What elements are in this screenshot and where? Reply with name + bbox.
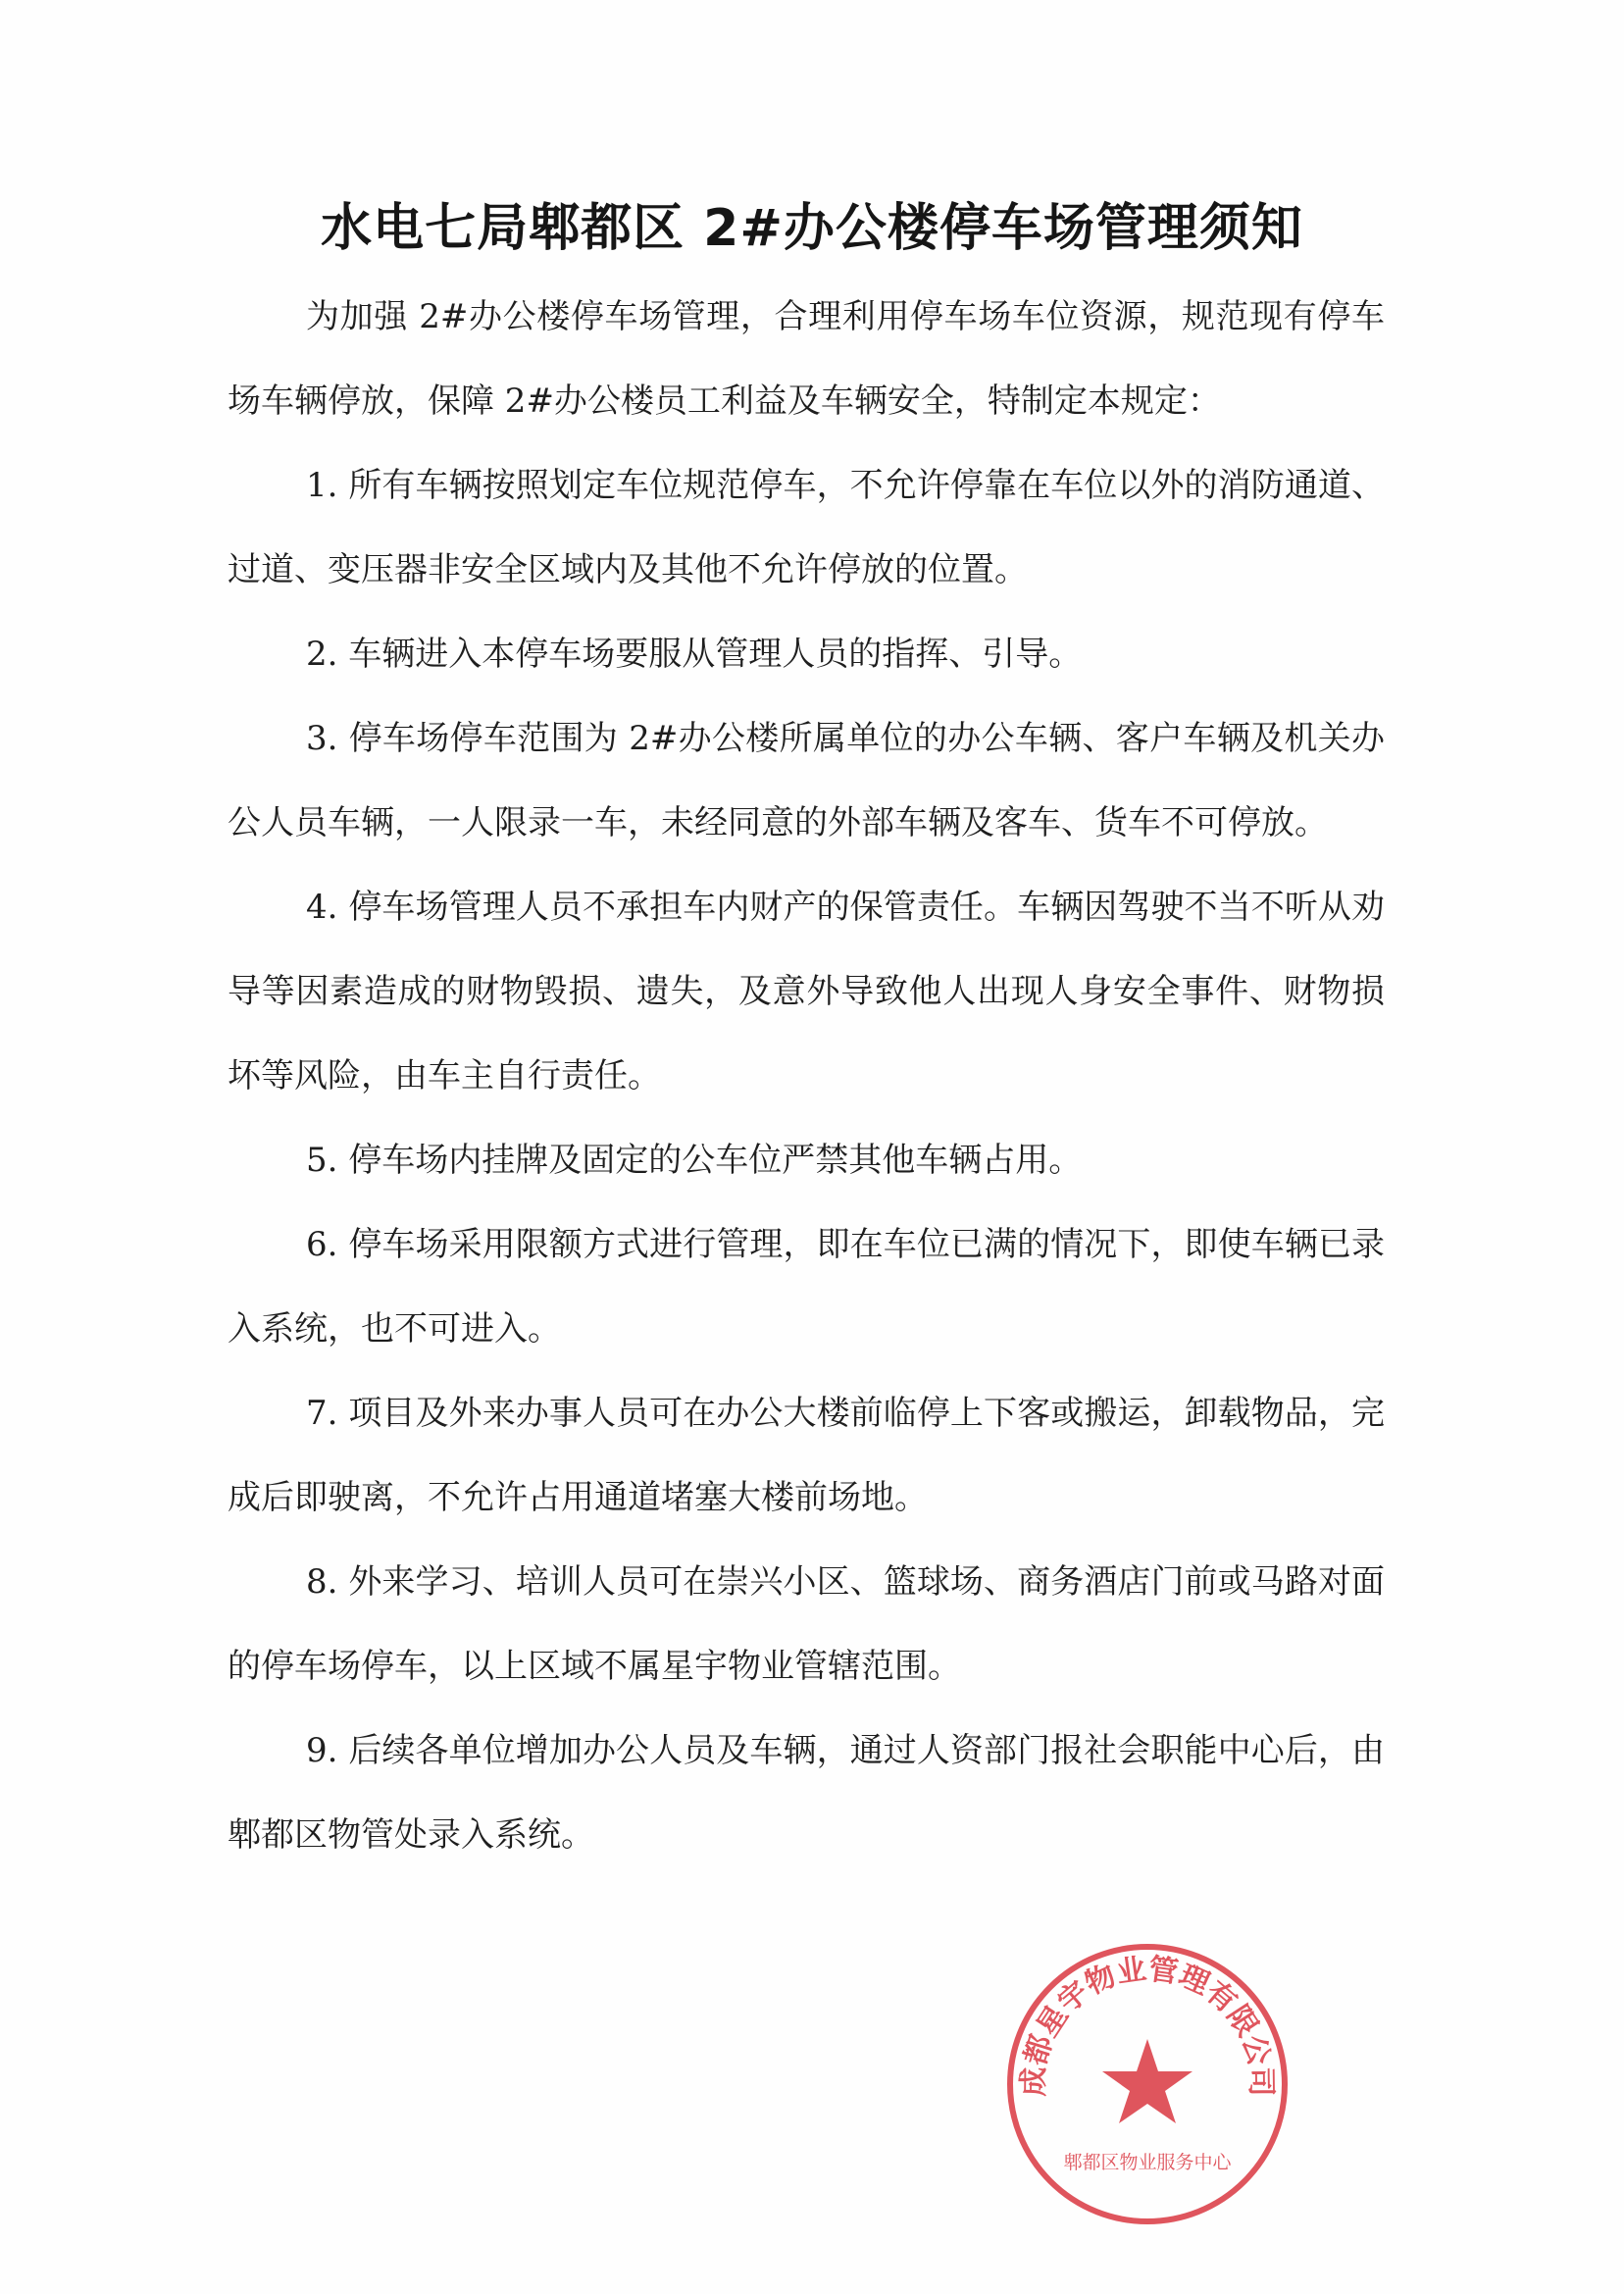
- rule-item: 3. 停车场停车范围为 2#办公楼所属单位的办公车辆、客户车辆及机关办公人员车辆，一人限录一车，未经同意的外部车辆及客车、货车不可停放。: [228, 719, 1385, 842]
- rule-item: 1. 所有车辆按照划定车位规范停车，不允许停靠在车位以外的消防通道、过道、变压器非安全区域内及其他不允许停放的位置。: [228, 466, 1385, 589]
- rule-item: 7. 项目及外来办事人员可在办公大楼前临停上下客或搬运，卸载物品，完成后即驶离，不允许占用通道堵塞大楼前场地。: [228, 1394, 1385, 1517]
- rule-item: 6. 停车场采用限额方式进行管理，即在车位已满的情况下，即使车辆已录入系统，也不可进入。: [228, 1225, 1385, 1349]
- seal-inner-text: 郫都区物业服务中心: [1063, 2152, 1232, 2173]
- rule-item: 5. 停车场内挂牌及固定的公车位严禁其他车辆占用。: [306, 1141, 1083, 1180]
- document-title: 水电七局郫都区 2#办公楼停车场管理须知: [321, 199, 1303, 258]
- document-body: [228, 275, 1385, 1877]
- company-seal-stamp: [1000, 1937, 1294, 2231]
- intro-paragraph: 为加强 2#办公楼停车场管理，合理利用停车场车位资源，规范现有停车场车辆停放，保障 2#办公楼员工利益及车辆安全，特制定本规定：: [228, 297, 1385, 421]
- rule-item: 8. 外来学习、培训人员可在崇兴小区、篮球场、商务酒店门前或马路对面的停车场停车，以上区域不属星宇物业管辖范围。: [228, 1562, 1385, 1686]
- rule-item: 9. 后续各单位增加办公人员及车辆，通过人资部门报社会职能中心后，由郫都区物管处录入系统。: [228, 1731, 1385, 1855]
- rule-item: 4. 停车场管理人员不承担车内财产的保管责任。车辆因驾驶不当不听从劝导等因素造成的财物毁损、遗失，及意外导致他人出现人身安全事件、财物损坏等风险，由车主自行责任。: [228, 888, 1385, 1096]
- seal-outer-text: 成都星宇物业管理有限公司: [1016, 1952, 1279, 2097]
- rule-item: 2. 车辆进入本停车场要服从管理人员的指挥、引导。: [306, 635, 1083, 674]
- star-icon: [1102, 2039, 1193, 2123]
